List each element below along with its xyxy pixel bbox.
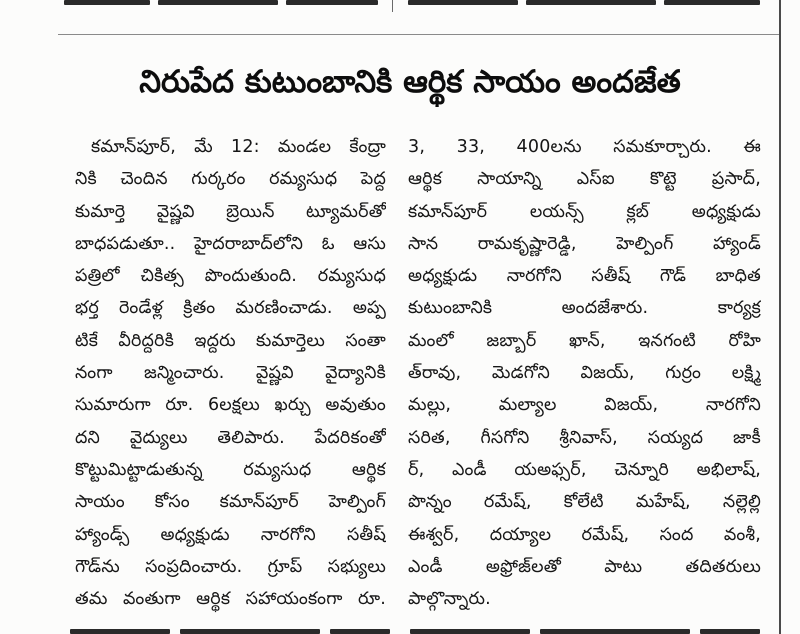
- article-line: కుటుంబానికి అందజేశారు. కార్యక్ర: [408, 298, 761, 319]
- article-line: కొట్టుమిట్టాడుతున్న రమ్యసుధ ఆర్థిక: [75, 459, 386, 480]
- article-headline: నిరుపేద కుటుంబానికి ఆర్థిక సాయం అందజేత: [139, 64, 681, 100]
- article-line: అధ్యక్షుడు నారగోని సతీష్‌ గౌడ్‌ బాధిత: [408, 266, 761, 287]
- article-line: పాల్గొన్నారు.: [408, 589, 491, 610]
- article-line: సాయం కోసం కమాన్‌పూర్‌ హెల్పింగ్‌: [75, 492, 386, 513]
- article-line: కమాన్‌పూర్‌, మే 12: మండల కేంద్రా: [91, 137, 386, 157]
- article-line: హ్యాండ్స్‌ అధ్యక్షుడు నారగోని సతీష్‌: [75, 524, 386, 545]
- article-line: మంలో జబ్బార్‌ ఖాన్‌, ఇనగంటి రోహి: [408, 330, 761, 351]
- article-line: కుమార్తె వైష్ణవి బ్రెయిన్‌ ట్యూమర్‌తో: [75, 201, 386, 222]
- article-line: మల్లు, మల్యాల విజయ్‌, నారగోని: [408, 395, 761, 416]
- article-line: సరిత, గీసగోని శ్రీనివాస్‌, సయ్యద జాకీ: [408, 427, 761, 448]
- article-line: సుమారుగా రూ. 6లక్షలు ఖర్చు అవుతుం: [75, 395, 386, 416]
- article-line: కమాన్‌పూర్‌ లయన్స్‌ క్లబ్‌ అధ్యక్షుడు: [408, 201, 761, 222]
- article-line: ర్‌, ఎండీ యఅఫ్సర్‌, చెన్నూరి అభిలాష్‌,: [408, 459, 761, 480]
- article-column-right: [408, 131, 761, 615]
- article-line: గౌడ్‌ను సంప్రదించారు. గ్రూప్‌ సభ్యులు: [75, 556, 386, 577]
- article-line: 3, 33, 400లను సమకూర్చారు. ఈ: [408, 137, 761, 157]
- article-line: బాధపడుతూ.. హైదరాబాద్‌లోని ఓ ఆసు: [75, 233, 386, 254]
- article-line: నంగా జన్మించారు. వైష్ణవి వైద్యానికి: [75, 363, 386, 384]
- article-line: ఆర్థిక సాయాన్ని ఎస్‌ఐ కొట్టె ప్రసాద్‌,: [408, 169, 761, 190]
- article-line: పత్రిలో చికిత్స పొందుతుంది. రమ్యసుధ: [75, 266, 386, 287]
- article-line: నికి చెందిన గుర్కరం రమ్యసుధ పెద్ద: [75, 169, 386, 190]
- article-line: తమ వంతుగా ఆర్థిక సహాయంకంగా రూ.: [75, 589, 386, 610]
- article-line: ఈశ్వర్‌, దయ్యాల రమేష్‌, సంద వంశీ,: [408, 524, 761, 545]
- article-line: సాన రామకృష్ణారెడ్డి, హెల్పింగ్‌ హ్యాండ్‌: [408, 233, 761, 254]
- article-line: త్‌రావు, మెడగోని విజయ్‌, గుర్రం లక్ష్మి: [408, 363, 761, 384]
- article-line: టికే వీరిద్దరికి ఇద్దరు కుమార్తెలు సంతా: [75, 330, 386, 351]
- article-line: పొన్నం రమేష్‌, కోలేటి మహేష్‌, నల్లెల్లి: [408, 492, 761, 513]
- column-divider: [392, 0, 393, 12]
- page-border-rule: [779, 0, 781, 634]
- cut-off-text-fragment-top: [0, 0, 780, 10]
- article-line: భర్త రెండేళ్ల క్రితం మరణించాడు. అప్ప: [75, 298, 386, 319]
- article-line: ఎండీ అఫ్రోజ్‌లతో పాటు తదితరులు: [408, 556, 761, 577]
- horizontal-rule: [58, 34, 781, 35]
- article-line: దని వైద్యులు తెలిపారు. పేదరికంతో: [75, 427, 386, 448]
- article-column-left: [75, 131, 386, 615]
- cut-off-text-fragment-bottom: [0, 624, 780, 634]
